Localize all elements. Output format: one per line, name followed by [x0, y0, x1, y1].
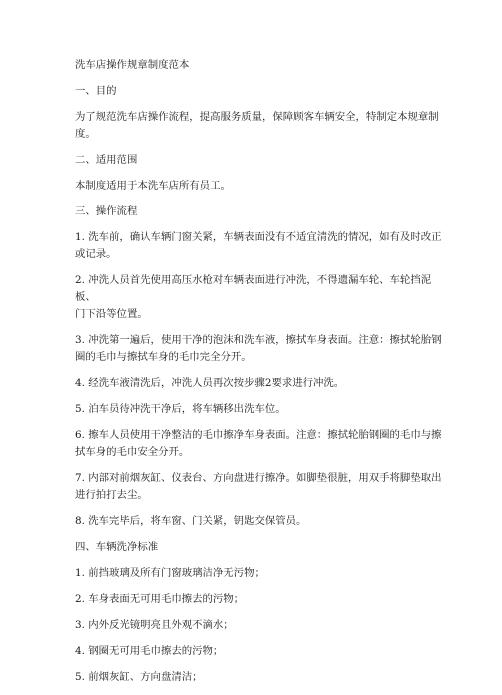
procedure-step-line: 5. 泊车员待冲洗干净后，将车辆移出洗车位。: [75, 403, 286, 415]
procedure-step-line: 7. 内部对前烟灰缸、仪表台、方向盘进行擦净。如脚垫很脏，用双手将脚垫取出: [75, 472, 442, 484]
procedure-step-line: 1. 洗车前，确认车辆门窗关紧，车辆表面没有不适宜清洗的情况，如有及时改正: [75, 231, 442, 243]
procedure-step: [75, 229, 447, 263]
procedure-step-line: 6. 擦车人员使用干净整洁的毛巾擦净车身表面。注意：擦拭轮胎钢圈的毛巾与擦: [75, 429, 442, 441]
procedure-step: [75, 332, 447, 366]
procedure-step-line: 进行拍打去尘。: [75, 489, 148, 501]
standard-item: 5. 前烟灰缸、方向盘清洁；: [75, 671, 203, 683]
section-heading-standards: 四、车辆洗净标准: [75, 541, 159, 553]
procedure-step: [75, 375, 447, 392]
procedure-step-line: 拭车身的毛巾安全分开。: [75, 446, 190, 458]
section-text-scope: 本制度适用于本洗车店所有员工。: [75, 179, 231, 192]
procedure-step: [75, 401, 447, 418]
section-heading-procedure: 三、操作流程: [75, 205, 138, 217]
procedure-step-line: 3. 冲洗第一遍后，使用干净的泡沫和洗车液，擦拭车身表面。注意：擦拭轮胎钢: [75, 334, 442, 346]
document-title: 洗车店操作规章制度范本: [75, 59, 190, 71]
procedure-step: [75, 470, 447, 504]
standard-item: 2. 车身表面无可用毛巾擦去的污物；: [75, 593, 245, 605]
document-body: [75, 57, 447, 695]
procedure-step-line: 圈的毛巾与擦拭车身的毛巾完全分开。: [75, 351, 252, 363]
section-heading-scope: 二、适用范围: [75, 153, 138, 166]
standard-item: 4. 钢圈无可用毛巾擦去的污物；: [75, 645, 224, 657]
procedure-step: [75, 272, 447, 323]
section-text-purpose: 为了规范洗车店操作流程，提高服务质量，保障顾客车辆安全，特制定本规章制度。: [75, 111, 439, 140]
standard-item: 3. 内外反光镜明亮且外观不滴水；: [75, 619, 234, 631]
procedure-step-line: 8. 洗车完毕后，将车窗、门关紧，钥匙交保管员。: [75, 515, 307, 527]
procedure-step-line: 门下沿等位置。: [75, 308, 148, 320]
procedure-step-line: 2. 冲洗人员首先使用高压水枪对车辆表面进行冲洗，不得遗漏车轮、车轮挡泥板、: [75, 274, 432, 303]
section-heading-purpose: 一、目的: [75, 85, 117, 97]
procedure-step-line: 或记录。: [75, 248, 117, 260]
procedure-step: [75, 513, 447, 530]
procedure-step: [75, 427, 447, 461]
procedure-step-line: 4. 经洗车液清洗后，冲洗人员再次按步骤2要求进行冲洗。: [75, 377, 345, 389]
standard-item: 1. 前挡玻璃及所有门窗玻璃洁净无污物；: [75, 567, 265, 579]
